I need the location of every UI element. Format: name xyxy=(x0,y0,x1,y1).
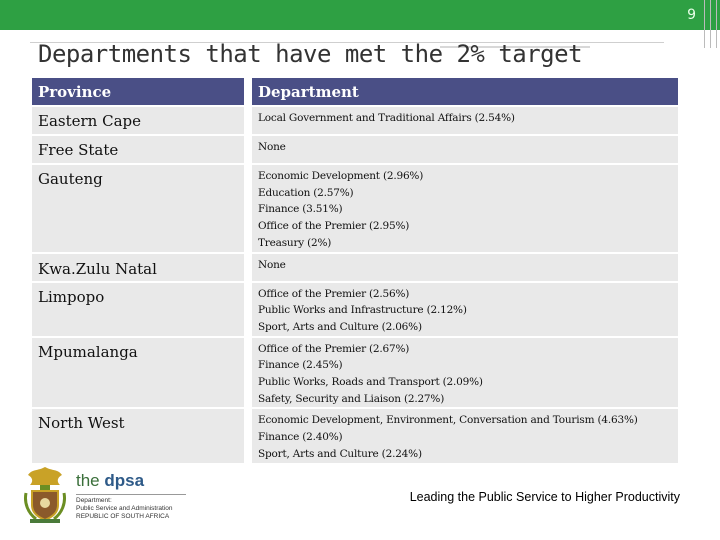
department-item: Public Works and Infrastructure (2.12%) xyxy=(258,304,467,317)
department-item: Office of the Premier (2.56%) xyxy=(258,287,410,300)
province-cell: Gauteng xyxy=(32,165,252,254)
department-cell xyxy=(252,409,678,464)
province-cell: Limpopo xyxy=(32,283,252,338)
province-cell: North West xyxy=(32,409,252,464)
department-item: Safety, Security and Liaison (2.27%) xyxy=(258,392,445,405)
table-row xyxy=(32,283,678,338)
province-cell: Eastern Cape xyxy=(32,107,252,136)
province-cell: Mpumalanga xyxy=(32,338,252,410)
department-cell xyxy=(252,254,678,283)
slide-title: Departments that have met the 2% target xyxy=(38,40,583,68)
table-row xyxy=(32,338,678,410)
department-item: None xyxy=(258,141,286,153)
brand-subtitle: Department: Public Service and Administration REPUBLIC OF SOUTH AFRICA xyxy=(76,497,173,520)
top-band xyxy=(0,0,720,30)
table-row xyxy=(32,165,678,254)
department-item: Finance (2.45%) xyxy=(258,359,343,372)
dpsa-logo xyxy=(22,463,192,527)
department-cell xyxy=(252,136,678,165)
coat-of-arms-icon xyxy=(22,463,68,525)
table-row xyxy=(32,254,678,283)
province-cell: Kwa.Zulu Natal xyxy=(32,254,252,283)
table-row xyxy=(32,107,678,136)
department-item: Office of the Premier (2.95%) xyxy=(258,220,410,233)
departments-table xyxy=(32,78,678,465)
department-item: Local Government and Traditional Affairs (2.54%) xyxy=(258,112,515,124)
department-item: Finance (2.40%) xyxy=(258,431,343,444)
table-row xyxy=(32,409,678,464)
table-row xyxy=(32,136,678,165)
decorative-rules xyxy=(700,0,720,50)
department-cell xyxy=(252,107,678,136)
department-item: Finance (3.51%) xyxy=(258,203,343,216)
department-item: None xyxy=(258,258,286,271)
department-item: Economic Development (2.96%) xyxy=(258,170,424,182)
brand-wordmark: the dpsa xyxy=(76,471,145,490)
department-item: Economic Development, Environment, Conversation and Tourism (4.63%) xyxy=(258,414,638,427)
department-item: Sport, Arts and Culture (2.24%) xyxy=(258,447,422,460)
page-number: 9 xyxy=(687,7,696,23)
department-item: Education (2.57%) xyxy=(258,186,354,199)
header-department: Department xyxy=(252,78,678,107)
department-item: Public Works, Roads and Transport (2.09%) xyxy=(258,376,483,389)
department-cell xyxy=(252,283,678,338)
brand-divider xyxy=(76,494,186,495)
footer-tagline: Leading the Public Service to Higher Productivity xyxy=(409,490,680,504)
province-cell: Free State xyxy=(32,136,252,165)
department-cell xyxy=(252,338,678,410)
table-header-row xyxy=(32,78,678,107)
department-item: Office of the Premier (2.67%) xyxy=(258,342,410,355)
department-item: Sport, Arts and Culture (2.06%) xyxy=(258,320,422,333)
department-cell xyxy=(252,165,678,254)
header-province: Province xyxy=(32,78,252,107)
department-item: Treasury (2%) xyxy=(258,236,332,249)
